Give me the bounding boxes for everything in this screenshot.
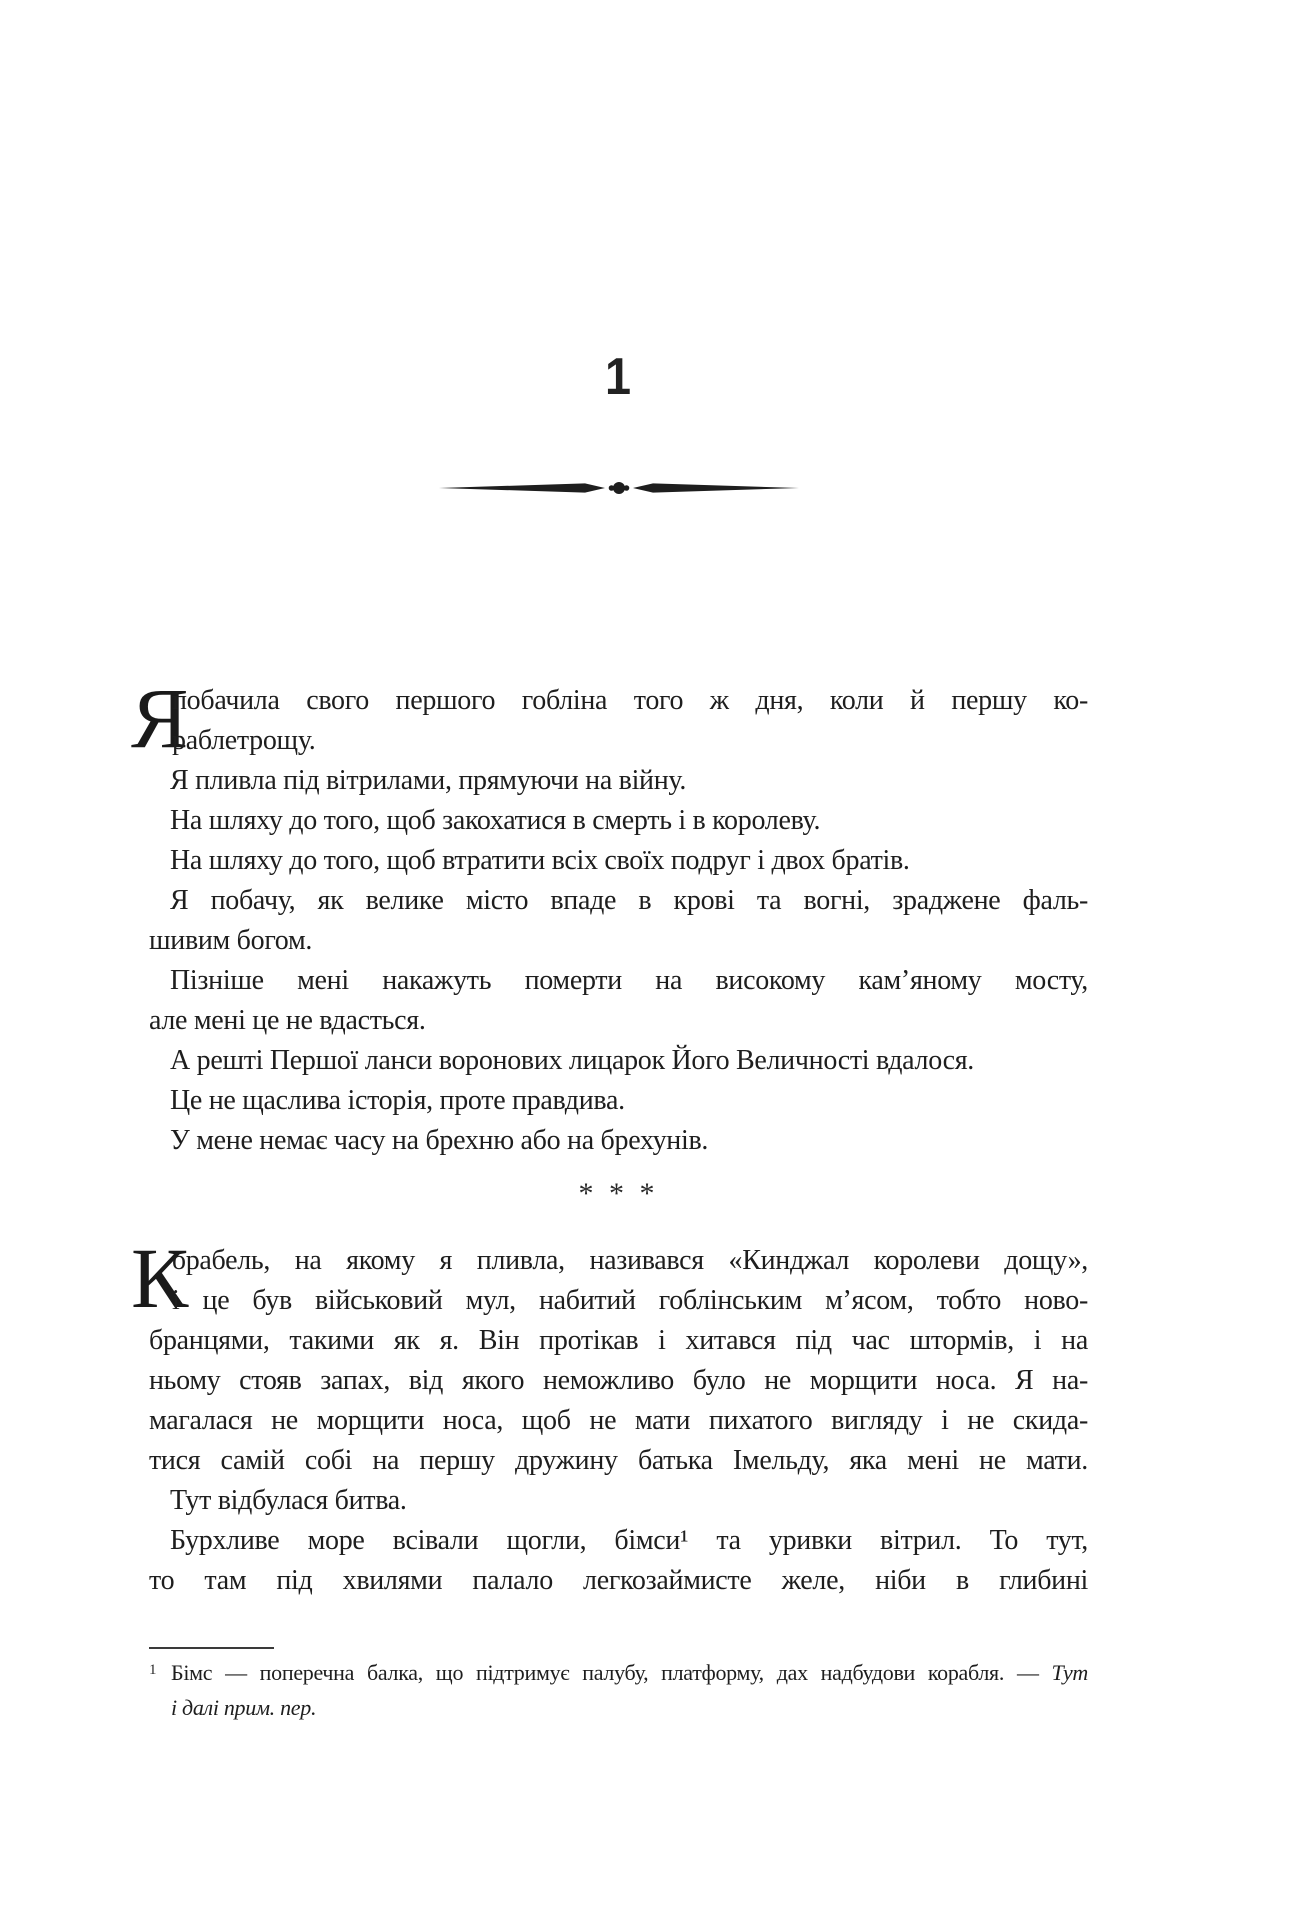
paragraph-dropcap-2 — [131, 1230, 1088, 1326]
text-line: Я пливла під вітрилами, прямуючи на війну. — [170, 765, 687, 796]
drop-cap-letter: Я — [131, 670, 189, 766]
page-content — [131, 670, 1088, 1725]
text-line: раблетрощу. — [172, 725, 316, 756]
text-line: бранцями, такими як я. Він протікав і хитався під час штормів, і на — [149, 1325, 1088, 1356]
drop-cap-letter: К — [131, 1230, 189, 1326]
text-line: орабель, на якому я пливла, називався «Кинджал королеви дощу», — [172, 1245, 1088, 1276]
body-block-2 — [149, 1321, 1088, 1601]
text-column — [131, 0, 1088, 1725]
footnote-line1-italic: Тут — [1051, 1660, 1088, 1685]
text-line: На шляху до того, щоб втратити всіх своїх подруг і двох братів. — [170, 845, 910, 876]
footnote-rule — [149, 1647, 274, 1649]
dropcap-lines — [149, 681, 1088, 761]
text-line: тися самій собі на першу дружину батька Імельду, яка мені не мати. — [149, 1445, 1088, 1476]
footnote-text — [171, 1655, 1088, 1725]
body-block-1 — [149, 761, 1088, 1161]
chapter-number: 1 — [605, 348, 632, 406]
text-line: але мені це не вдасться. — [149, 1005, 426, 1036]
section-separator: * * * — [578, 1177, 659, 1210]
divider-ornament — [439, 480, 799, 496]
text-line: побачила свого першого гобліна того ж дня, коли й першу ко- — [172, 685, 1088, 716]
text-line: А решті Першої ланси воронових лицарок Його Величності вдалося. — [170, 1045, 974, 1076]
text-line: і це був військовий мул, набитий гоблінським м’ясом, тобто ново- — [172, 1285, 1088, 1316]
text-line: Я побачу, як велике місто впаде в крові та вогні, зраджене фаль- — [170, 885, 1088, 916]
text-line: Бурхливе море всівали щогли, бімси¹ та уривки вітрил. То тут, — [170, 1525, 1088, 1556]
text-line: то там під хвилями палало легкозаймисте желе, ніби в глибині — [149, 1565, 1088, 1596]
dropcap-lines — [149, 1241, 1088, 1321]
footnote-marker: 1 — [149, 1662, 157, 1678]
footnote-line: і далі прим. пер. — [171, 1695, 317, 1720]
text-line: У мене немає часу на брехню або на брехунів. — [170, 1125, 709, 1156]
footnote-line1-regular: Бімс — поперечна балка, що підтримує палубу, платформу, дах надбудови корабля. — — [171, 1660, 1052, 1685]
text-line: шивим богом. — [149, 925, 313, 956]
text-line: Тут відбулася битва. — [170, 1485, 407, 1516]
paragraph-dropcap-1 — [131, 670, 1088, 766]
footnote — [149, 1655, 1088, 1725]
text-line: Пізніше мені накажуть померти на високому кам’яному мосту, — [170, 965, 1088, 996]
text-line: магалася не морщити носа, щоб не мати пихатого вигляду і не скида- — [149, 1405, 1088, 1436]
text-line: Це не щаслива історія, проте правдива. — [170, 1085, 625, 1116]
text-line: ньому стояв запах, від якого неможливо було не морщити носа. Я на- — [149, 1365, 1088, 1396]
text-line: На шляху до того, щоб закохатися в смерть і в королеву. — [170, 805, 821, 836]
footnote-line — [171, 1655, 1088, 1690]
